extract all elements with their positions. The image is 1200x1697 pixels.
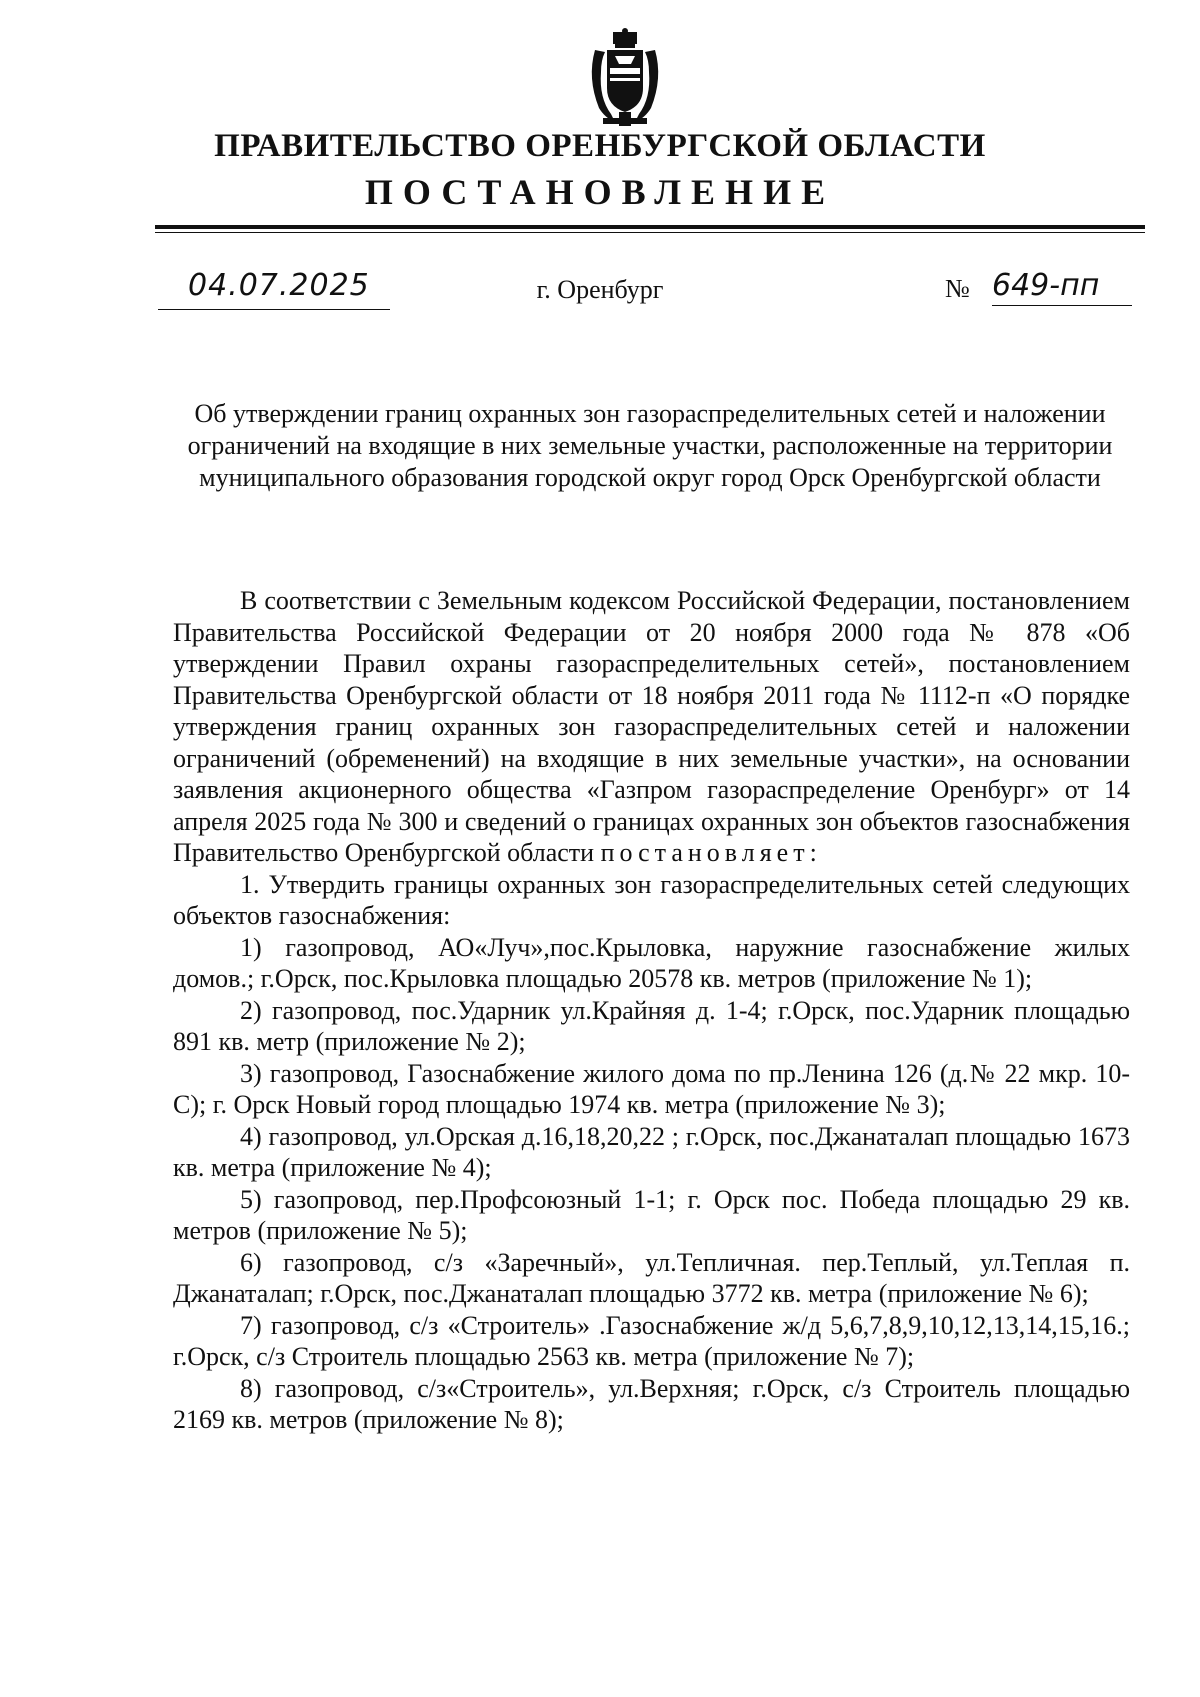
government-title: ПРАВИТЕЛЬСТВО ОРЕНБУРГСКОЙ ОБЛАСТИ (214, 128, 986, 164)
list-item: 7) газопровод, с/з «Строитель» .Газоснабжение ж/д 5,6,7,8,9,10,12,13,14,15,16.; г.Орск, с/з Строитель площадью 2563 кв. метра (приложение № 7); (173, 1310, 1130, 1371)
date-underline (158, 309, 390, 310)
list-item: 4) газопровод, ул.Орская д.16,18,20,22 ; г.Орск, пос.Джанаталап площадью 1673 кв. метра (приложение № 4); (173, 1121, 1130, 1182)
number-sign: № (945, 274, 970, 303)
decree-body (173, 585, 1130, 1436)
preamble-text: В соответствии с Земельным кодексом Российской Федерации, постановлением Правительства Российской Федерации от 20 ноября 2000 года № 878 «Об утверждении Правил охраны газораспределительных сетей», постановлением Правительства Оренбургской области от 18 ноября 2011 года № 1112-п «О порядке утверждения границ охранных зон газораспределительных сетей и наложении ограничений (обременений) на входящие в них земельные участки», на основании заявления акционерного общества «Газпром газораспределение Оренбург» от 14 апреля 2025 года № 300 и сведений о границах охранных зон объектов газоснабжения Правительство Оренбургской области (173, 586, 1130, 867)
header-rule-thin (155, 232, 1145, 233)
list-item: 5) газопровод, пер.Профсоюзный 1-1; г. Орск пос. Победа площадью 29 кв. метров (приложение № 5); (173, 1184, 1130, 1245)
decree-word: постановляет: (600, 838, 822, 867)
list-item: 8) газопровод, с/з«Строитель», ул.Верхняя; г.Орск, с/з Строитель площадью 2169 кв. метров (приложение № 8); (173, 1373, 1130, 1434)
issuing-city: г. Оренбург (536, 275, 664, 304)
decree-number-field (945, 268, 1145, 310)
coat-of-arms-icon (585, 28, 665, 128)
header-rule-thick (155, 225, 1145, 229)
point-1: 1. Утвердить границы охранных зон газораспределительных сетей следующих объектов газоснабжения: (173, 869, 1130, 930)
number-underline (992, 305, 1132, 306)
list-item: 6) газопровод, с/з «Заречный», ул.Тепличная. пер.Теплый, ул.Теплая п. Джанаталап; г.Орск, пос.Джанаталап площадью 3772 кв. метра (приложение № 6); (173, 1247, 1130, 1308)
list-item: 2) газопровод, пос.Ударник ул.Крайняя д. 1-4; г.Орск, пос.Ударник площадью 891 кв. метр (приложение № 2); (173, 995, 1130, 1056)
list-item: 1) газопровод, АО«Луч»,пос.Крыловка, наружние газоснабжение жилых домов.; г.Орск, пос.Крыловка площадью 20578 кв. метров (приложение № 1); (173, 932, 1130, 993)
preamble-paragraph (173, 585, 1130, 869)
decree-subject: Об утверждении границ охранных зон газораспределительных сетей и наложении ограничений на входящие в них земельные участки, расположенные на территории муниципального образования городской округ город Орск Оренбургской области (187, 399, 1113, 492)
decree-number: 649-пп (992, 268, 1100, 303)
list-item: 3) газопровод, Газоснабжение жилого дома по пр.Ленина 126 (д.№ 22 мкр. 10-С); г. Орск Новый город площадью 1974 кв. метра (приложение № 3); (173, 1058, 1130, 1119)
document-type-title: ПОСТАНОВЛЕНИЕ (364, 172, 836, 212)
decree-date: 04.07.2025 (188, 268, 370, 303)
